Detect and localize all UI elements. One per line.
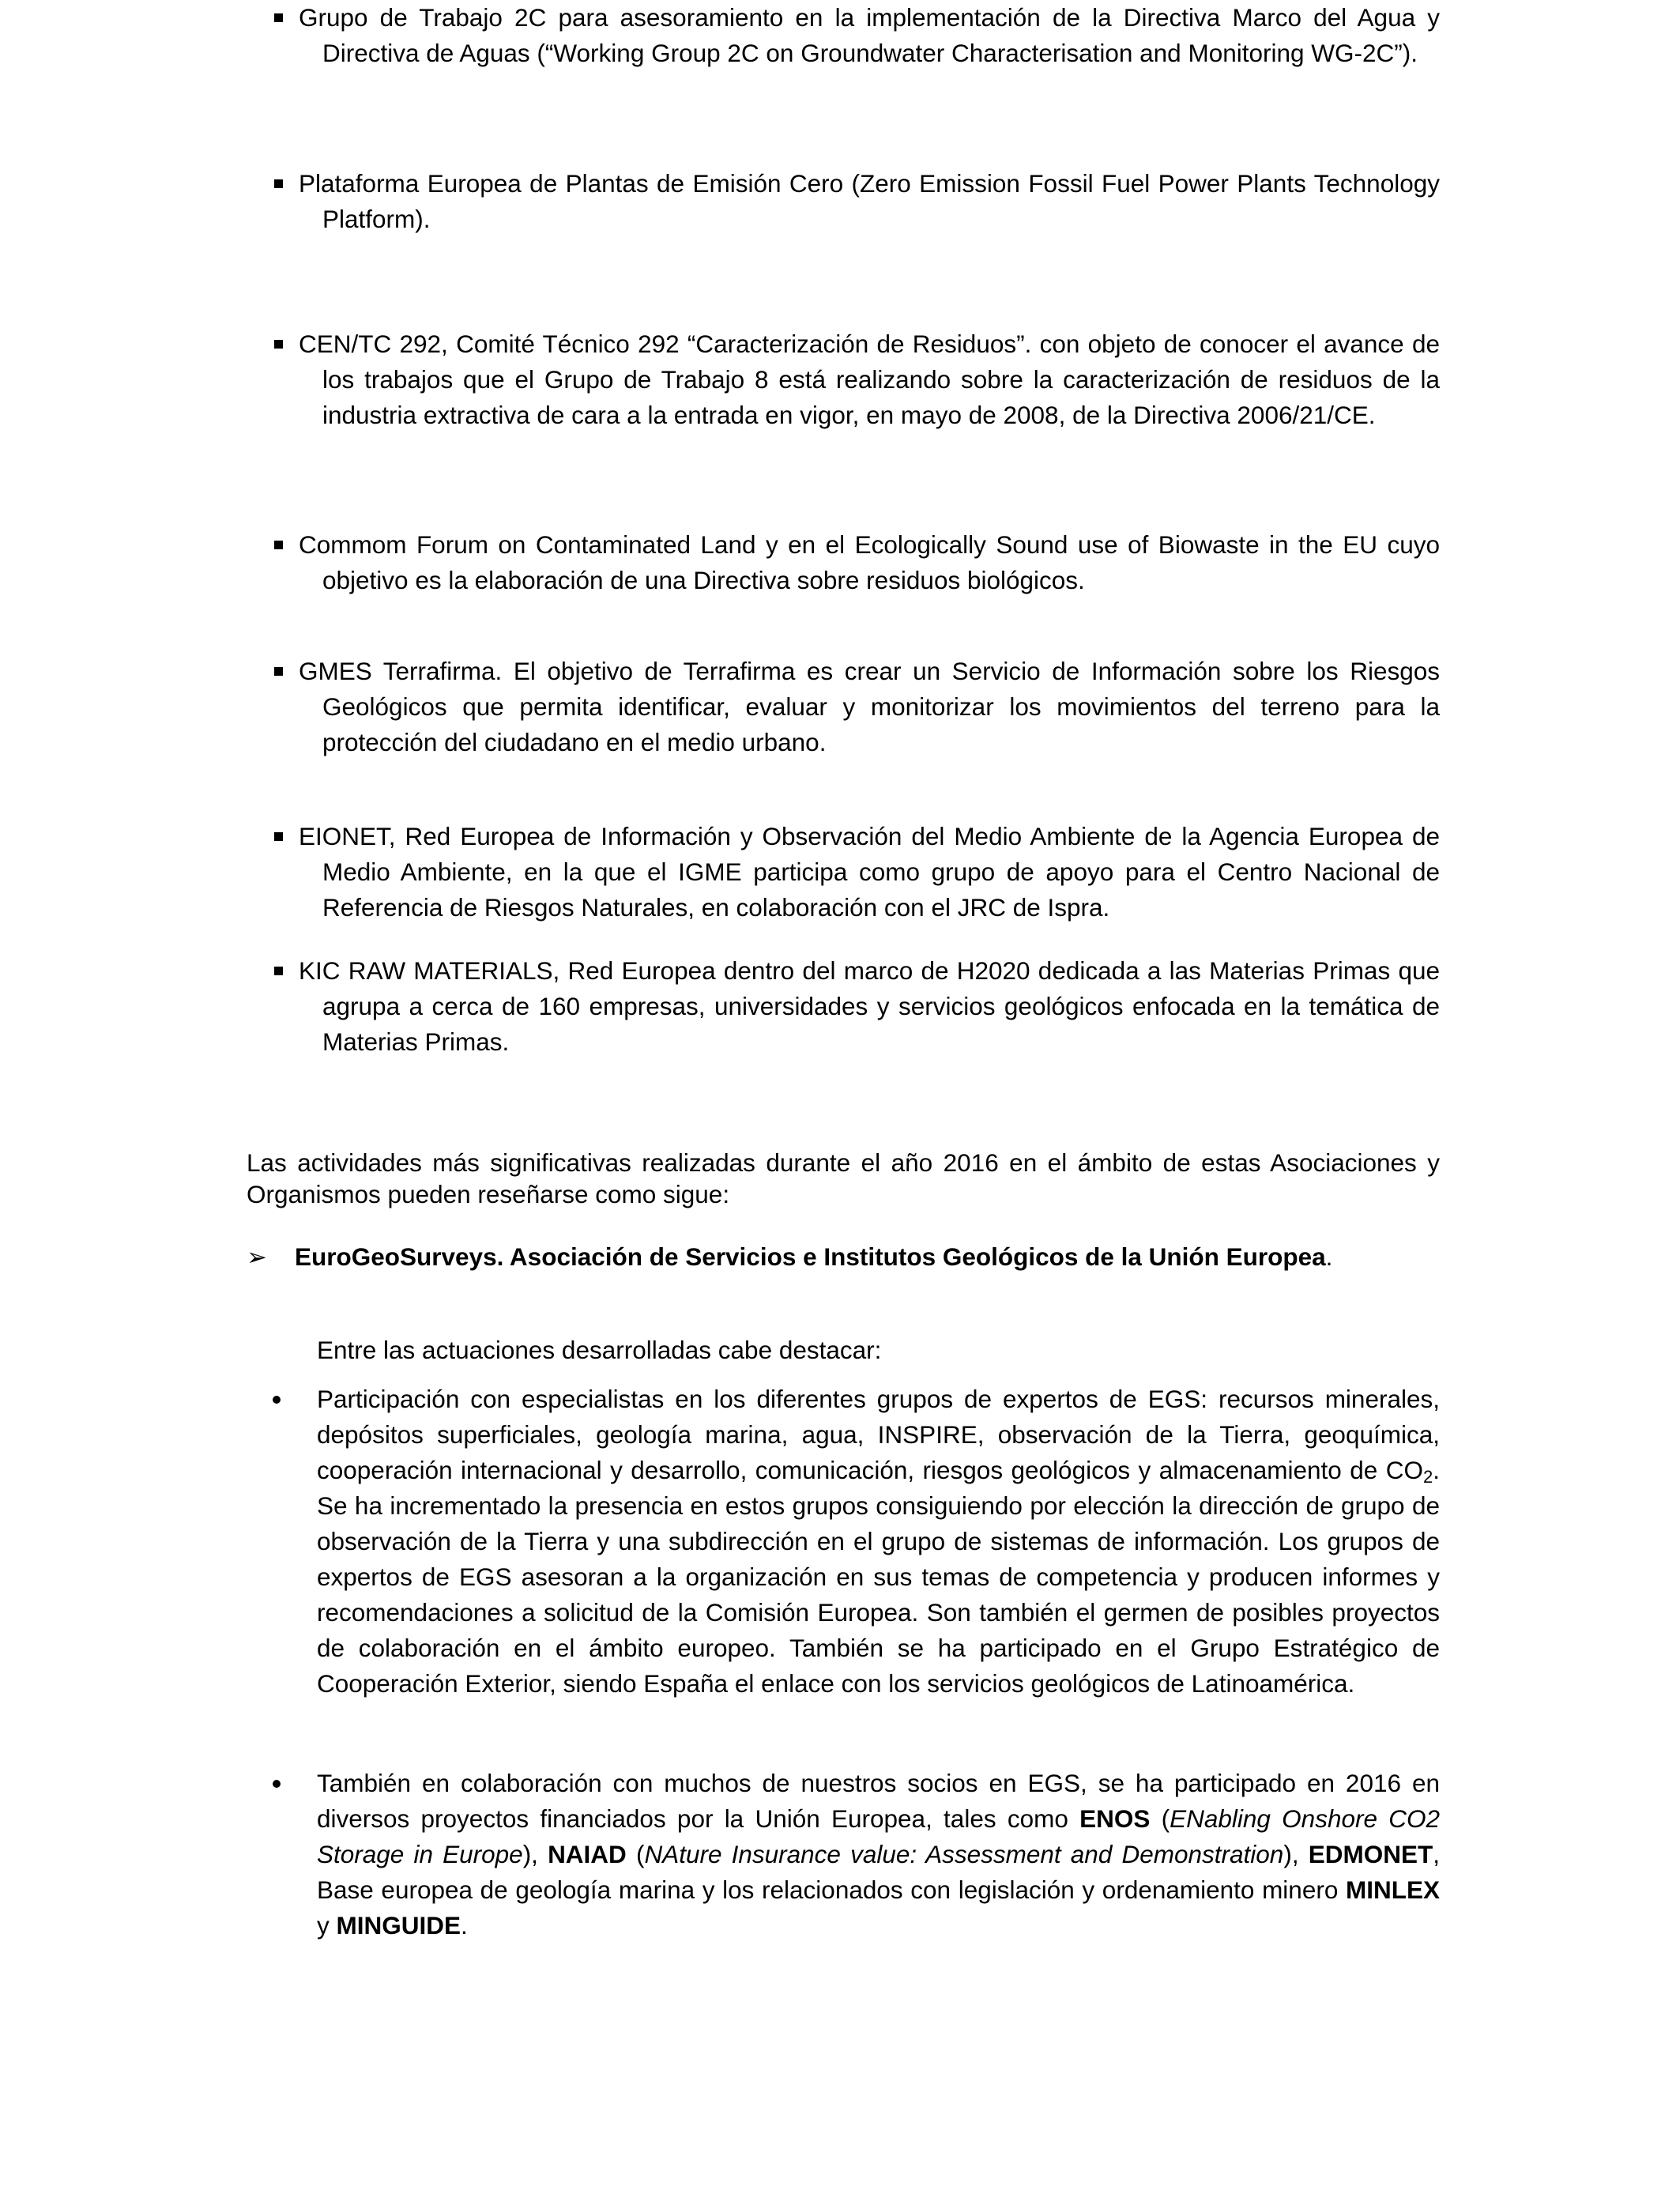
arrow-bullet-icon: ➢: [247, 1243, 267, 1271]
bullet2-text-4: (: [626, 1840, 645, 1868]
square-bullet-icon: [274, 667, 283, 676]
list-item-text: CEN/TC 292, Comité Técnico 292 “Caracterización de Residuos”. con objeto de conocer el avance de los trabajos que el Grupo de Trabajo 8 está realizando sobre la caracterización de residuos de la industria extractiva de cara a la entrada en vigor, en mayo de 2008, de la Directiva 2006/21/CE.: [299, 330, 1440, 429]
list-item: [274, 527, 1440, 598]
list-item: [273, 1382, 1440, 1702]
project-naiad: NAIAD: [548, 1840, 627, 1868]
square-bullet-icon: [274, 832, 283, 841]
list-item: [274, 953, 1440, 1060]
square-bullet-icon: [274, 967, 283, 975]
list-item-text: KIC RAW MATERIALS, Red Europea dentro del marco de H2020 dedicada a las Materias Primas que agrupa a cerca de 160 empresas, universidades y servicios geológicos enfocada en la temática de Materias Primas.: [299, 956, 1440, 1056]
project-edmonet: EDMONET: [1308, 1840, 1433, 1868]
list-item-text: EIONET, Red Europea de Información y Observación del Medio Ambiente de la Agencia Europea de Medio Ambiente, en la que el IGME participa como grupo de apoyo para el Centro Nacional de Referencia de Riesgos Naturales, en colaboración con el JRC de Ispra.: [299, 822, 1440, 922]
project-enos-description: ENabling Onshore CO2 Storage in Europe: [317, 1804, 1440, 1868]
list-item-text: Commom Forum on Contaminated Land y en el Ecologically Sound use of Biowaste in the EU cuyo objetivo es la elaboración de una Directiva sobre residuos biológicos.: [299, 530, 1440, 594]
list-item-text: Plataforma Europea de Plantas de Emisión Cero (Zero Emission Fossil Fuel Power Plants Technology Platform).: [299, 169, 1440, 233]
list-item-text: [273, 1382, 1440, 1702]
co2-subscript: 2: [1422, 1467, 1433, 1487]
square-bullet-icon: [274, 13, 283, 22]
bullet2-text-6: , Base europea de geología marina y los relacionados con legislación y ordenamiento minero: [317, 1840, 1440, 1904]
square-bullet-icon: [274, 340, 283, 349]
list-item-text: GMES Terrafirma. El objetivo de Terrafirma es crear un Servicio de Información sobre los Riesgos Geológicos que permita identificar, evaluar y monitorizar los movimientos del terreno para la protección del ciudadano en el medio urbano.: [299, 657, 1440, 756]
bullet1-text-a: Participación con especialistas en los diferentes grupos de expertos de EGS: recursos minerales, depósitos superficiales, geología marina, agua, INSPIRE, observación de la Tierra, geoquímica, cooperación internacional y desarrollo, comunicación, riesgos geológicos y almacenamiento de CO: [317, 1385, 1440, 1484]
project-minguide: MINGUIDE: [336, 1911, 461, 1940]
bullet1-text-b: . Se ha incrementado la presencia en estos grupos consiguiendo por elección la dirección de grupo de observación de la Tierra y una subdirección en el grupo de sistemas de información. Los grupos de expertos de EGS asesoran a la organización en sus temas de competencia y producen informes y recomendaciones a solicitud de la Comisión Europea. Son también el germen de posibles proyectos de colaboración en el ámbito europeo. También se ha participado en el Grupo Estratégico de Cooperación Exterior, siendo España el enlace con los servicios geológicos de Latinoamérica.: [317, 1456, 1440, 1698]
square-bullet-icon: [274, 179, 283, 188]
bullet2-text-1: También en colaboración con muchos de nuestros socios en EGS, se ha participado en 2016 en diversos proyectos financiados por la Unión Europea, tales como: [317, 1769, 1440, 1833]
list-item: [274, 326, 1440, 433]
bullet2-text-8: .: [461, 1911, 468, 1940]
intro-line: Entre las actuaciones desarrolladas cabe destacar:: [317, 1336, 882, 1364]
list-item: [274, 166, 1440, 237]
list-item: [273, 1766, 1440, 1943]
list-item-text: Grupo de Trabajo 2C para asesoramiento en la implementación de la Directiva Marco del Agua y Directiva de Aguas (“Working Group 2C on Groundwater Characterisation and Monitoring WG-2C”).: [299, 3, 1440, 67]
bullet2-text-7: y: [317, 1911, 337, 1940]
summary-paragraph: Las actividades más significativas realizadas durante el año 2016 en el ámbito de estas Asociaciones y Organismos pueden reseñarse como sigue:: [247, 1148, 1440, 1208]
list-item: [274, 0, 1440, 71]
bullet2-text-5: ),: [1283, 1840, 1309, 1868]
project-minlex: MINLEX: [1345, 1875, 1440, 1904]
list-item-text: [273, 1766, 1440, 1943]
project-naiad-description: NAture Insurance value: Assessment and Demonstration: [644, 1840, 1284, 1868]
round-bullet-icon: [273, 1780, 281, 1788]
square-bullet-icon: [274, 541, 283, 549]
list-item: [274, 819, 1440, 925]
bullet2-text-3: ),: [522, 1840, 548, 1868]
section-heading-period: .: [1325, 1242, 1333, 1271]
project-enos: ENOS: [1079, 1804, 1151, 1833]
round-bullet-icon: [273, 1396, 281, 1404]
list-item: [274, 654, 1440, 760]
section-heading-title: EuroGeoSurveys. Asociación de Servicios e Institutos Geológicos de la Unión Europea: [295, 1242, 1326, 1271]
bullet2-text-2: (: [1150, 1804, 1170, 1833]
